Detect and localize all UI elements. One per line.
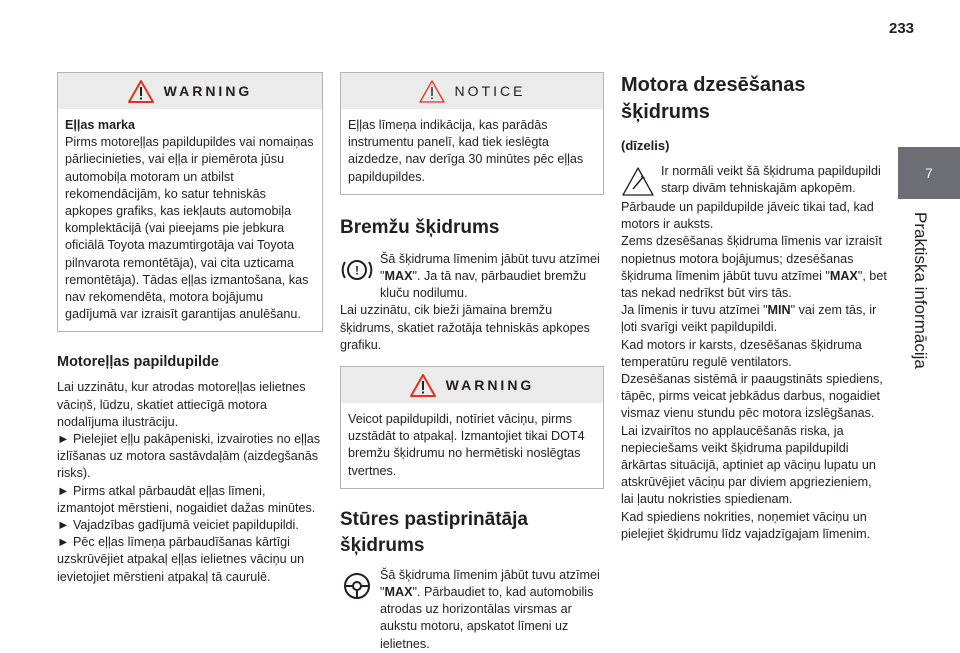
warning-header [341,367,603,403]
column-right [621,72,887,543]
warning-triangle-icon [128,80,154,103]
tip-triangle-icon [621,165,655,199]
coolant-p2-post: ", bet tas nekad nedrīkst būt virs tās. [621,268,887,301]
steering-title-line1: Stūres pastiprinātāja [340,508,528,530]
warning-text: Veicot papildupildi, notīriet vāciņu, pirms uzstādāt to atpakaļ. Izmantojiet tikai DOT4 bremžu šķidrumu no hermētiski noslēgtas tvertnes. [348,412,585,478]
oil-step: ► Pirms atkal pārbaudāt eļļas līmeni, izmantojot mērstieni, nogaidiet dažas minūtes. [57,483,316,515]
warning-box-brake [340,366,604,489]
coolant-p1: Pārbaude un papildupilde jāveic tikai tad, kad motors ir auksts. [621,200,874,232]
chapter-tab[interactable] [898,147,960,199]
brake-text-post: ". Ja tā nav, pārbaudiet bremžu kluču nodilumu. [380,269,587,301]
notice-box [340,72,604,195]
coolant-text [621,163,887,543]
warning-box-oil [57,72,323,332]
steering-text-post: ". Pārbaudiet to, kad automobilis atrodas uz horizontālas virsmas ar aukstu motoru, apskatot līmeni uz ielietnes. [380,585,594,651]
brake-text-pre: Šā šķidruma līmenim jābūt tuvu atzīmei " [380,251,600,284]
brake-text-schedule: Lai uzzinātu, cik bieži jāmaina bremžu šķidrums, skatiet ražotāja tehniskās apkopes grafiku. [340,303,590,352]
oil-topup-text [57,379,323,585]
coolant-min-mark: MIN [767,303,791,318]
warning-header [58,73,322,109]
coolant-subtitle: (dīzelis) [621,138,670,153]
coolant-p5: Dzesēšanas sistēmā ir paaugstināts spiediens, tāpēc, pirms veicat jebkādus darbus, nogaidiet vismaz vienu stundu pēc motora izslēgšanas. [621,372,883,421]
coolant-p3 [621,302,887,336]
warning-label: WARNING [445,377,535,394]
warning-triangle-icon [410,374,436,397]
warning-heading: Eļļas marka [65,118,136,132]
steering-max-mark: MAX [384,585,413,600]
section-title-brake-fluid: Bremžu šķidrums [340,216,500,238]
chapter-title: Praktiska informācija [911,212,930,369]
notice-label: NOTICE [454,83,526,99]
notice-header [341,73,603,109]
brake-max-mark: MAX [384,269,413,284]
coolant-p3-pre: Ja līmenis ir tuvu atzīmei " [621,303,768,318]
warning-label: WARNING [163,83,253,99]
column-middle [340,72,604,653]
oil-topup-intro: Lai uzzinātu, kur atrodas motoreļļas ielietnes vāciņš, lūdzu, skatiet attiecīgā motora nodalījuma ilustrāciju. [57,380,306,429]
notice-triangle-icon [419,80,445,103]
svg-text:!: ! [355,263,359,278]
coolant-max-mark: MAX [829,268,858,283]
warning-text: Pirms motoreļļas papildupildes vai nomaiņas pārliecinieties, vai eļļa ir piemērota jūsu automobiļa motoram un atbilst rekomendācijām, ko satur tehniskās apkopes grafiks, kas iekļauts automobiļa komplektācijā (vai pieejams pie jebkura oficiālā Toyota mazumtirgotāja vai Toyota pilnvarota remontētāja), vai cita uzticama remontētāja). Tādas eļļas izmantošana, kas nav rekomendēta, motora bojājumu gadījumā var izraisīt garantijas anulēšanu. [65,135,314,322]
column-left [57,72,323,586]
section-title-coolant [621,72,887,126]
steering-title-line2: šķidrums [340,534,425,556]
coolant-p7: Kad spiediens nokrities, noņemiet vāciņu un pielejiet šķidrumu līdz vajadzīgajam līmenim. [621,509,871,541]
coolant-p4: Kad motors ir karsts, dzesēšanas šķidruma temperatūru regulē ventilators. [621,337,862,369]
coolant-tip: Ir normāli veikt šā šķidruma papildupildi starp divām tehniskajām apkopēm. [661,164,881,196]
coolant-p2-pre: Zems dzesēšanas šķidruma līmenis var izraisīt nopietnus motora bojājumus; dzesēšanas šķidruma līmenim jābūt tuvu atzīmei " [621,234,883,283]
steering-text-pre: Šā šķidruma līmenim jābūt tuvu atzīmei " [380,567,600,600]
chapter-number: 7 [925,165,933,181]
brake-fluid-text [340,251,604,354]
oil-step: ► Pielejiet eļļu pakāpeniski, izvairoties no eļļas izlīšanas uz motora sastāvdaļām (aizdegšanās risks). [57,432,321,481]
coolant-p2 [621,233,887,302]
section-title-oil-topup: Motoreļļas papildupilde [57,354,219,371]
oil-step: ► Pēc eļļas līmeņa pārbaudīšanas kārtīgi uzskrūvējiet atpakaļ eļļas ielietnes vāciņu un ievietojiet mērstieni atpakaļ tā caurulē. [57,535,305,584]
steering-fluid-icon [340,569,374,603]
coolant-p3-post: " vai zem tās, ir ļoti svarīgi veikt papildupildi. [621,303,877,335]
coolant-title-line2: šķidrums [621,101,710,123]
page-number: 233 [889,20,915,37]
notice-text: Eļļas līmeņa indikācija, kas parādās instrumentu panelī, kad tiek ieslēgta aizdedze, nav derīga 30 minūtes pēc eļļas papildupildes. [348,118,584,184]
section-title-steering-fluid [340,507,604,559]
coolant-title-line1: Motora dzesēšanas [621,74,806,96]
brake-fluid-icon [340,253,374,287]
oil-step: ► Vajadzības gadījumā veiciet papildupildi. [57,518,299,533]
coolant-p6: Lai izvairītos no applaucēšanās riska, ja nepieciešams veikt šķidruma papildupildi ārkārtas situācijā, aptiniet ap vāciņu lupatu un atskrūvējiet vāciņu par diviem apgriezieniem, lai ļautu nokristies spiedienam. [621,423,876,507]
